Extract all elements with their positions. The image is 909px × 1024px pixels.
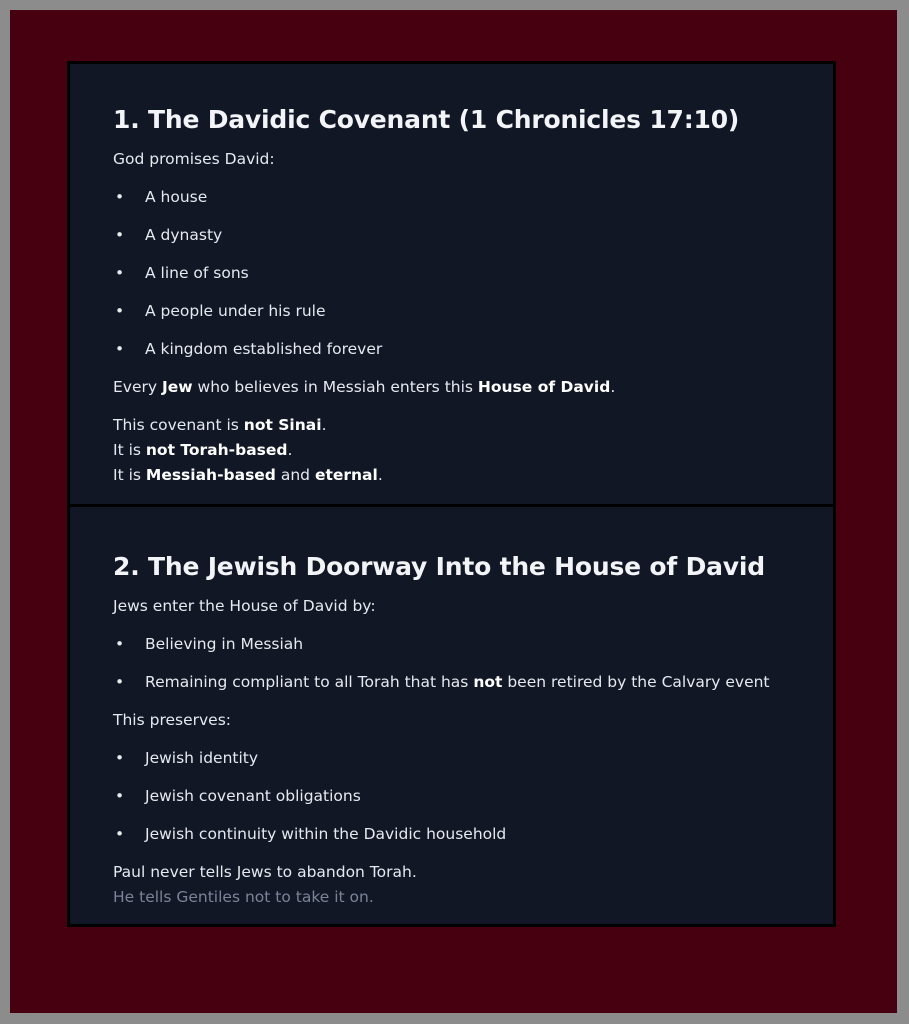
bullet-icon: •	[115, 302, 125, 320]
paragraph: He tells Gentiles not to take it on.	[113, 888, 374, 906]
paragraph: It is not Torah-based.	[113, 441, 293, 459]
bullet-icon: •	[115, 226, 125, 244]
list-item: • Jewish identity	[115, 749, 259, 767]
covenant-panel	[67, 61, 836, 507]
section-heading: 2. The Jewish Doorway Into the House of David	[113, 552, 765, 581]
bullet-icon: •	[115, 787, 125, 805]
bullet-icon: •	[115, 188, 125, 206]
list-item: • A dynasty	[115, 226, 223, 244]
doorway-panel	[67, 504, 836, 927]
list-item: • A people under his rule	[115, 302, 326, 320]
paragraph: This preserves:	[113, 711, 231, 729]
list-item: • Believing in Messiah	[115, 635, 304, 653]
paragraph: Paul never tells Jews to abandon Torah.	[113, 863, 417, 881]
list-item: • Jewish covenant obligations	[115, 787, 361, 805]
promise-list	[113, 187, 793, 359]
list-item: • A kingdom established forever	[115, 340, 383, 358]
bullet-icon: •	[115, 264, 125, 282]
section-heading: 1. The Davidic Covenant (1 Chronicles 17:10)	[113, 105, 740, 134]
list-item: • Jewish continuity within the Davidic household	[115, 825, 507, 843]
paragraph: It is Messiah-based and eternal.	[113, 466, 383, 484]
bullet-icon: •	[115, 749, 125, 767]
paragraph: This covenant is not Sinai.	[113, 416, 327, 434]
bullet-icon: •	[115, 340, 125, 358]
paragraph: Every Jew who believes in Messiah enters this House of David.	[113, 378, 616, 396]
intro-text: God promises David:	[113, 150, 275, 168]
preserves-list	[113, 748, 793, 844]
list-item: • Remaining compliant to all Torah that has not been retired by the Calvary event	[115, 673, 770, 691]
bullet-icon: •	[115, 673, 125, 691]
entry-list	[113, 634, 793, 692]
list-item: • A house	[115, 188, 208, 206]
bullet-icon: •	[115, 635, 125, 653]
list-item: • A line of sons	[115, 264, 249, 282]
bullet-icon: •	[115, 825, 125, 843]
intro-text: Jews enter the House of David by:	[113, 597, 376, 615]
